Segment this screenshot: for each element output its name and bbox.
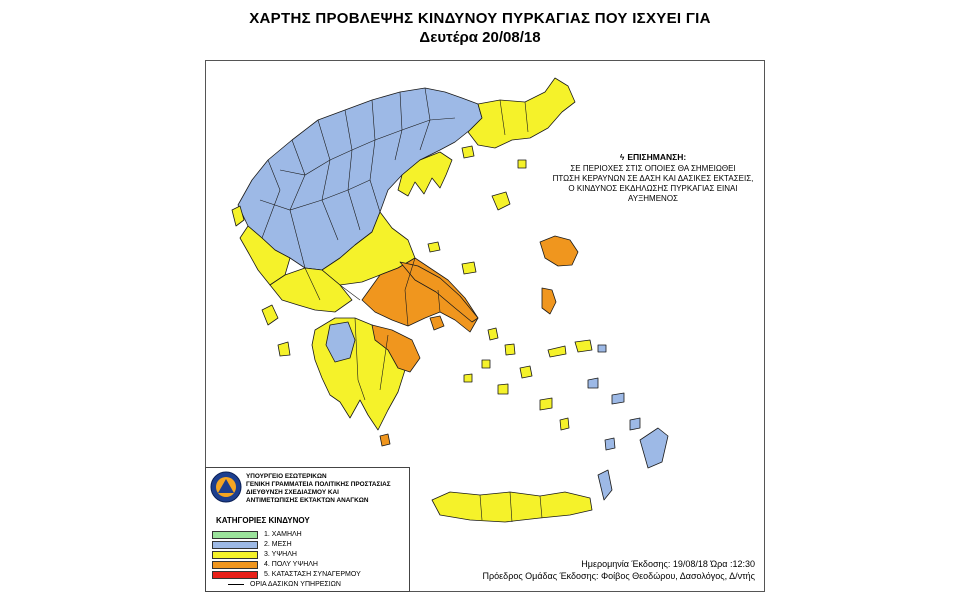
legend-swatch-alert: [212, 571, 258, 579]
island-dodecanese-5-medium: [605, 438, 615, 450]
island-rhodes-medium: [640, 428, 668, 468]
island-cyclades-3-high: [482, 360, 490, 368]
island-limnos-high: [492, 192, 510, 210]
org-directorate-2: ΑΝΤΙΜΕΤΩΠΙΣΗΣ ΕΚΤΑΚΤΩΝ ΑΝΑΓΚΩΝ: [246, 497, 369, 504]
lightning-notice: [548, 152, 758, 204]
notice-heading: ΕΠΙΣΗΜΑΝΣΗ:: [627, 152, 687, 162]
island-cyclades-2-high: [505, 344, 515, 355]
island-cyclades-6-high: [540, 398, 552, 410]
island-skyros-high: [462, 262, 476, 274]
org-directorate: ΔΙΕΥΘΥΝΣΗ ΣΧΕΔΙΑΣΜΟΥ ΚΑΙ: [246, 489, 339, 496]
organization-block: [246, 473, 408, 505]
org-ministry: ΥΠΟΥΡΓΕΙΟ ΕΣΩΤΕΡΙΚΩΝ: [246, 473, 327, 480]
legend-categories-title: ΚΑΤΗΓΟΡΙΕΣ ΚΙΝΔΥΝΟΥ: [216, 516, 310, 525]
legend-label-very-high: 4. ΠΟΛΥ ΥΨΗΛΗ: [264, 561, 318, 568]
notice-line-3: Ο ΚΙΝΔΥΝΟΣ ΕΚΔΗΛΩΣΗΣ ΠΥΡΚΑΓΙΑΣ ΕΙΝΑΙ ΑΥΞΗΜΕΝΟΣ: [568, 184, 738, 203]
legend-label-alert: 5. ΚΑΤΑΣΤΑΣΗ ΣΥΝΑΓΕΡΜΟΥ: [264, 571, 361, 578]
lightning-icon: ϟ: [619, 152, 625, 162]
forecast-date: Δευτέρα 20/08/18: [419, 29, 541, 46]
legend-item-low: [212, 530, 402, 539]
island-cyclades-4-high: [520, 366, 532, 378]
island-samothraki-high: [518, 160, 526, 168]
island-skiathos-high: [428, 242, 440, 252]
legend-swatch-high: [212, 551, 258, 559]
notice-heading-row: [548, 152, 758, 162]
island-kythira-very-high: [380, 434, 390, 446]
island-karpathos-medium: [598, 470, 612, 500]
org-secretariat: ΓΕΝΙΚΗ ΓΡΑΜΜΑΤΕΙΑ ΠΟΛΙΤΙΚΗΣ ΠΡΟΣΤΑΣΙΑΣ: [246, 481, 391, 488]
island-zakynthos-high: [278, 342, 290, 356]
island-ikaria-high: [548, 346, 566, 357]
island-dodecanese-1-medium: [598, 345, 606, 352]
island-cyclades-1-high: [488, 328, 498, 340]
legend-item-very-high: [212, 560, 402, 569]
notice-line-1: ΣΕ ΠΕΡΙΟΧΕΣ ΣΤΙΣ ΟΠΟΙΕΣ ΘΑ ΣΗΜΕΙΩΘΕΙ: [570, 164, 736, 173]
civil-protection-emblem-icon: [210, 471, 242, 503]
legend-label-low: 1. ΧΑΜΗΛΗ: [264, 531, 302, 538]
issuing-team-head: Πρόεδρος Ομάδας Έκδοσης: Φοίβος Θεοδώρου, Δασολόγος, Δ/ντής: [482, 571, 755, 581]
island-thasos-high: [462, 146, 474, 158]
legend-boundary-label: ΟΡΙΑ ΔΑΣΙΚΩΝ ΥΠΗΡΕΣΙΩΝ: [250, 581, 341, 588]
island-cyclades-7-high: [464, 374, 472, 382]
island-chios-very-high: [542, 288, 556, 314]
island-dodecanese-4-medium: [630, 418, 640, 430]
map-title: ΧΑΡΤΗΣ ΠΡΟΒΛΕΨΗΣ ΚΙΝΔΥΝΟΥ ΠΥΡΚΑΓΙΑΣ ΠΟΥ ΙΣΧΥΕΙ ΓΙΑ: [249, 10, 711, 27]
region-thrace-high: [468, 78, 575, 148]
island-samos-high: [575, 340, 592, 352]
legend-label-high: 3. ΥΨΗΛΗ: [264, 551, 297, 558]
notice-line-2: ΠΤΩΣΗ ΚΕΡΑΥΝΩΝ ΣΕ ΔΑΣΗ ΚΑΙ ΔΑΣΙΚΕΣ ΕΚΤΑΣΕΙΣ,: [552, 174, 754, 183]
island-dodecanese-3-medium: [612, 393, 624, 404]
island-cyclades-5-high: [498, 384, 508, 394]
legend-category-list: [212, 530, 402, 580]
island-lesvos-very-high: [540, 236, 578, 266]
issue-date-time: Ημερομηνία Έκδοσης: 19/08/18 Ώρα :12:30: [581, 559, 755, 569]
island-aegina-very-high: [430, 316, 444, 330]
legend-item-high: [212, 550, 402, 559]
boundary-line-symbol: [228, 584, 244, 585]
legend-item-medium: [212, 540, 402, 549]
island-santorini-high: [560, 418, 569, 430]
legend-box: [205, 467, 410, 592]
island-dodecanese-2-medium: [588, 378, 598, 388]
legend-swatch-very-high: [212, 561, 258, 569]
legend-swatch-low: [212, 531, 258, 539]
legend-label-medium: 2. ΜΕΣΗ: [264, 541, 292, 548]
island-kefalonia-high: [262, 305, 278, 325]
legend-swatch-medium: [212, 541, 258, 549]
issuance-info: [483, 558, 755, 582]
legend-item-alert: [212, 570, 402, 579]
legend-boundary-item: [228, 581, 341, 588]
